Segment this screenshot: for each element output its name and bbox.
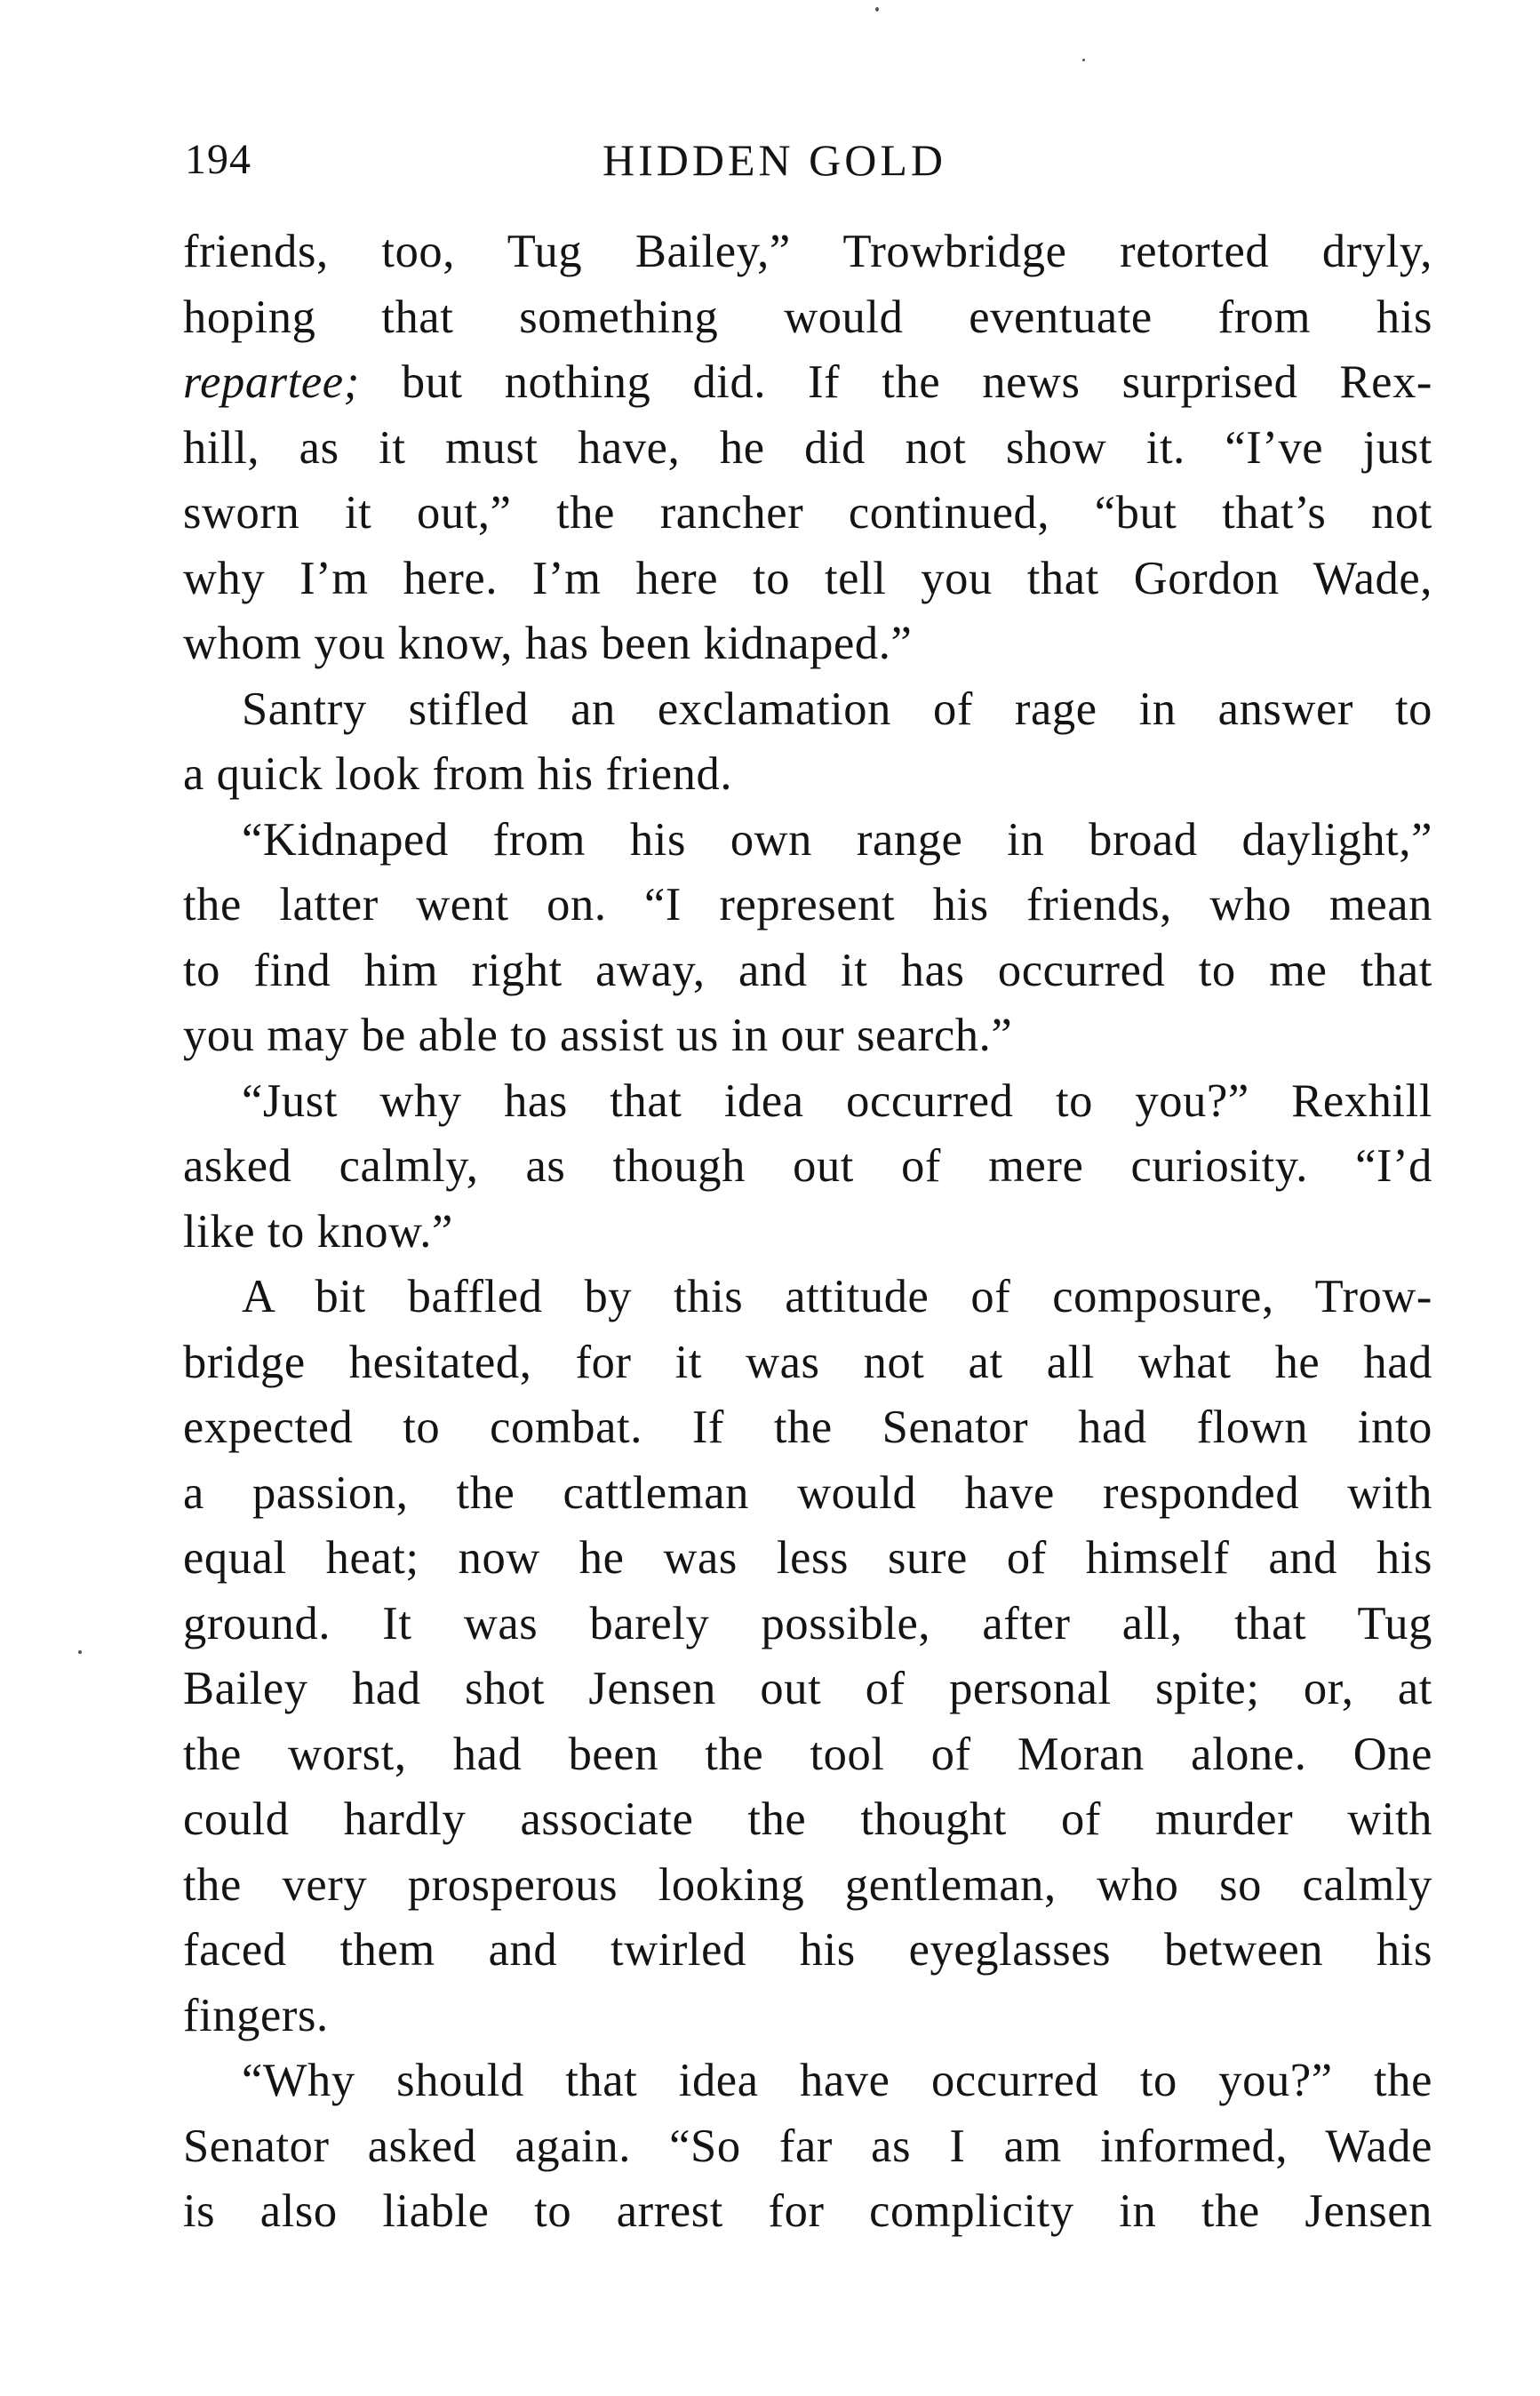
text-line: why I’m here. I’m here to tell you that Gordon Wade, xyxy=(183,552,1432,604)
paragraph-first-line: “Why should that idea have occurred to you?” the xyxy=(242,2055,1432,2106)
text-line: a passion, the cattleman would have responded with xyxy=(183,1466,1432,1519)
text-line: friends, too, Tug Bailey,” Trowbridge retorted dryly, xyxy=(183,226,1432,277)
body-text xyxy=(183,220,1432,2245)
page-number: 194 xyxy=(185,136,251,183)
text-line: you may be able to assist us in our search.” xyxy=(183,1010,1013,1061)
text-line: could hardly associate the thought of murder with xyxy=(183,1793,1432,1845)
text-line: a quick look from his friend. xyxy=(183,748,733,800)
paragraph-first-line: “Just why has that idea occurred to you?” Rexhill xyxy=(242,1074,1432,1127)
text-line: the worst, had been the tool of Moran alone. One xyxy=(183,1728,1432,1780)
text-line: Bailey had shot Jensen out of personal spite; or, at xyxy=(183,1663,1432,1714)
text-line: expected to combat. If the Senator had flown into xyxy=(183,1402,1432,1453)
text-line: equal heat; now he was less sure of himself and his xyxy=(183,1532,1432,1584)
text-line: repartee; but nothing did. If the news surprised Rex- xyxy=(183,356,1432,408)
text-line: faced them and twirled his eyeglasses between his xyxy=(183,1924,1432,1976)
print-speck xyxy=(1082,59,1085,61)
text-line: Senator asked again. “So far as I am informed, Wade xyxy=(183,2120,1432,2172)
text-line: ground. It was barely possible, after all, that Tug xyxy=(183,1597,1432,1649)
text-line: hill, as it must have, he did not show it. “I’ve just xyxy=(183,421,1432,474)
print-speck xyxy=(875,7,879,12)
print-speck xyxy=(78,1650,82,1654)
text-line: asked calmly, as though out of mere curiosity. “I’d xyxy=(183,1140,1432,1192)
running-head xyxy=(185,124,1429,196)
paragraph-first-line: A bit baffled by this attitude of composure, Trow- xyxy=(242,1271,1432,1322)
text-line: like to know.” xyxy=(183,1205,453,1258)
text-line: whom you know, has been kidnaped.” xyxy=(183,618,913,669)
text-line: to find him right away, and it has occurred to me that xyxy=(183,944,1432,996)
text-line: the very prosperous looking gentleman, who so calmly xyxy=(183,1858,1432,1911)
text-line: is also liable to arrest for complicity in the Jensen xyxy=(183,2185,1432,2237)
paragraph-first-line: “Kidnaped from his own range in broad daylight,” xyxy=(242,813,1432,866)
italic-word: repartee; xyxy=(183,356,360,408)
text-line: bridge hesitated, for it was not at all what he had xyxy=(183,1336,1432,1388)
text-line: fingers. xyxy=(183,1989,329,2041)
text-line: hoping that something would eventuate from his xyxy=(183,291,1432,343)
running-title: HIDDEN GOLD xyxy=(602,135,946,185)
text-line: sworn it out,” the rancher continued, “but that’s not xyxy=(183,487,1432,539)
paragraph-first-line: Santry stifled an exclamation of rage in answer to xyxy=(242,683,1432,735)
text-line: the latter went on. “I represent his friends, who mean xyxy=(183,879,1432,930)
